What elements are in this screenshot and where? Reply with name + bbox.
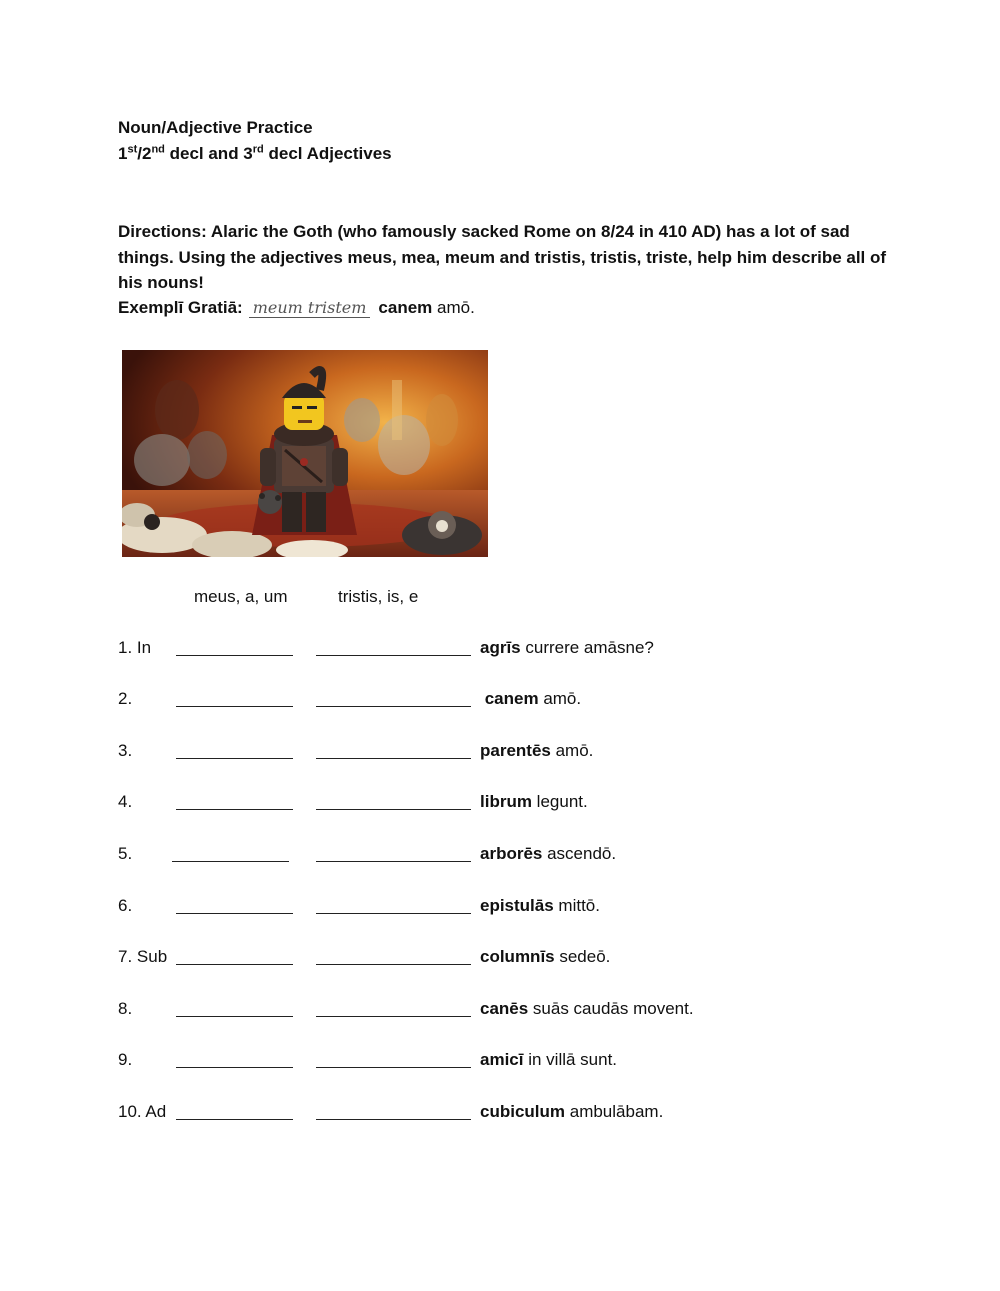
answer-blank-adjective-2[interactable] xyxy=(316,706,471,707)
answer-blank-adjective-2[interactable] xyxy=(316,1067,471,1068)
exercise-row xyxy=(118,638,878,662)
exercise-row xyxy=(118,999,878,1023)
exercise-row xyxy=(118,896,878,920)
answer-blank-adjective-2[interactable] xyxy=(316,861,471,862)
exercise-sentence xyxy=(480,638,654,658)
exercise-row xyxy=(118,844,878,868)
exercise-number: 7. Sub xyxy=(118,947,168,966)
exercise-noun: columnīs xyxy=(480,947,555,966)
answer-blank-adjective-2[interactable] xyxy=(316,913,471,914)
exercise-row xyxy=(118,947,878,971)
answer-blank-adjective-1[interactable] xyxy=(176,964,293,965)
directions-text: Directions: Alaric the Goth (who famously sacked Rome on 8/24 in 410 AD) has a lot of sad things. Using the adjectives meus, mea, meum and tristis, tristis, triste, help him describe all of his nouns! xyxy=(118,222,887,292)
word-bank-meus: meus, a, um xyxy=(194,587,288,606)
exercise-sentence xyxy=(480,1102,663,1122)
subtitle-part: decl Adjectives xyxy=(263,144,392,163)
subtitle-part: 1 xyxy=(118,144,128,163)
example-verb: amō. xyxy=(437,298,475,317)
answer-blank-adjective-1[interactable] xyxy=(176,809,293,810)
exercise-row xyxy=(118,1050,878,1074)
answer-blank-adjective-1[interactable] xyxy=(176,706,293,707)
exercise-sentence xyxy=(480,999,694,1019)
answer-blank-adjective-1[interactable] xyxy=(176,1119,293,1120)
exercise-row xyxy=(118,792,878,816)
exercise-rest: suās caudās movent. xyxy=(528,999,694,1018)
exercise-noun: cubiculum xyxy=(480,1102,566,1121)
answer-blank-adjective-1[interactable] xyxy=(176,1016,293,1017)
exercise-number: 6. xyxy=(118,896,133,915)
answer-blank-adjective-2[interactable] xyxy=(316,964,471,965)
example-line xyxy=(118,298,475,318)
exercise-noun: epistulās xyxy=(480,896,554,915)
answer-blank-adjective-2[interactable] xyxy=(316,809,471,810)
exercise-rest: sedeō. xyxy=(554,947,611,966)
exercise-number: 2. xyxy=(118,689,133,708)
subtitle-part: decl and 3 xyxy=(164,144,253,163)
exercise-row xyxy=(118,741,878,765)
exercise-rest: in villā sunt. xyxy=(523,1050,618,1069)
exercise-noun: librum xyxy=(480,792,532,811)
alaric-lego-photo xyxy=(122,350,488,557)
exercise-rest: currere amāsne? xyxy=(520,638,654,657)
photo-illustration xyxy=(122,350,488,557)
exercise-number: 8. xyxy=(118,999,133,1018)
exercise-rest: amō. xyxy=(538,689,582,708)
exercise-noun: canem xyxy=(480,689,539,708)
exercise-sentence xyxy=(480,844,616,864)
exercise-rest: amō. xyxy=(550,741,594,760)
exercise-sentence xyxy=(480,947,610,967)
page-title: Noun/Adjective Practice xyxy=(118,118,313,137)
exercise-rest: ambulābam. xyxy=(565,1102,664,1121)
exercise-noun: parentēs xyxy=(480,741,551,760)
subtitle-sup: nd xyxy=(151,143,165,156)
answer-blank-adjective-2[interactable] xyxy=(316,1119,471,1120)
exercise-sentence xyxy=(480,741,593,761)
exercise-sentence xyxy=(480,1050,617,1070)
example-label: Exemplī Gratiā: xyxy=(118,298,243,317)
subtitle-sup: st xyxy=(127,143,138,156)
exercise-row xyxy=(118,689,878,713)
exercise-number: 3. xyxy=(118,741,133,760)
exercise-number: 10. Ad xyxy=(118,1102,167,1121)
subtitle-sup: rd xyxy=(252,143,264,156)
answer-blank-adjective-2[interactable] xyxy=(316,655,471,656)
exercise-rest: mittō. xyxy=(553,896,600,915)
example-answer: meum tristem xyxy=(249,299,371,318)
answer-blank-adjective-1[interactable] xyxy=(176,913,293,914)
answer-blank-adjective-2[interactable] xyxy=(316,1016,471,1017)
exercise-noun: arborēs xyxy=(480,844,543,863)
answer-blank-adjective-1[interactable] xyxy=(176,758,293,759)
exercise-sentence xyxy=(480,792,588,812)
exercise-noun: agrīs xyxy=(480,638,521,657)
exercise-sentence xyxy=(480,689,581,709)
example-noun: canem xyxy=(378,298,433,317)
answer-blank-adjective-1[interactable] xyxy=(176,1067,293,1068)
answer-blank-adjective-1[interactable] xyxy=(172,861,289,862)
exercise-noun: canēs xyxy=(480,999,529,1018)
page-subtitle xyxy=(118,144,392,164)
exercise-number: 4. xyxy=(118,792,133,811)
answer-blank-adjective-1[interactable] xyxy=(176,655,293,656)
exercise-number: 1. In xyxy=(118,638,152,657)
exercise-rest: ascendō. xyxy=(542,844,617,863)
exercise-number: 9. xyxy=(118,1050,133,1069)
subtitle-part: /2 xyxy=(137,144,152,163)
exercise-sentence xyxy=(480,896,600,916)
exercise-number: 5. xyxy=(118,844,133,863)
exercise-noun: amicī xyxy=(480,1050,524,1069)
exercise-row xyxy=(118,1102,878,1126)
answer-blank-adjective-2[interactable] xyxy=(316,758,471,759)
exercise-rest: legunt. xyxy=(531,792,588,811)
word-bank-tristis: tristis, is, e xyxy=(338,587,419,606)
